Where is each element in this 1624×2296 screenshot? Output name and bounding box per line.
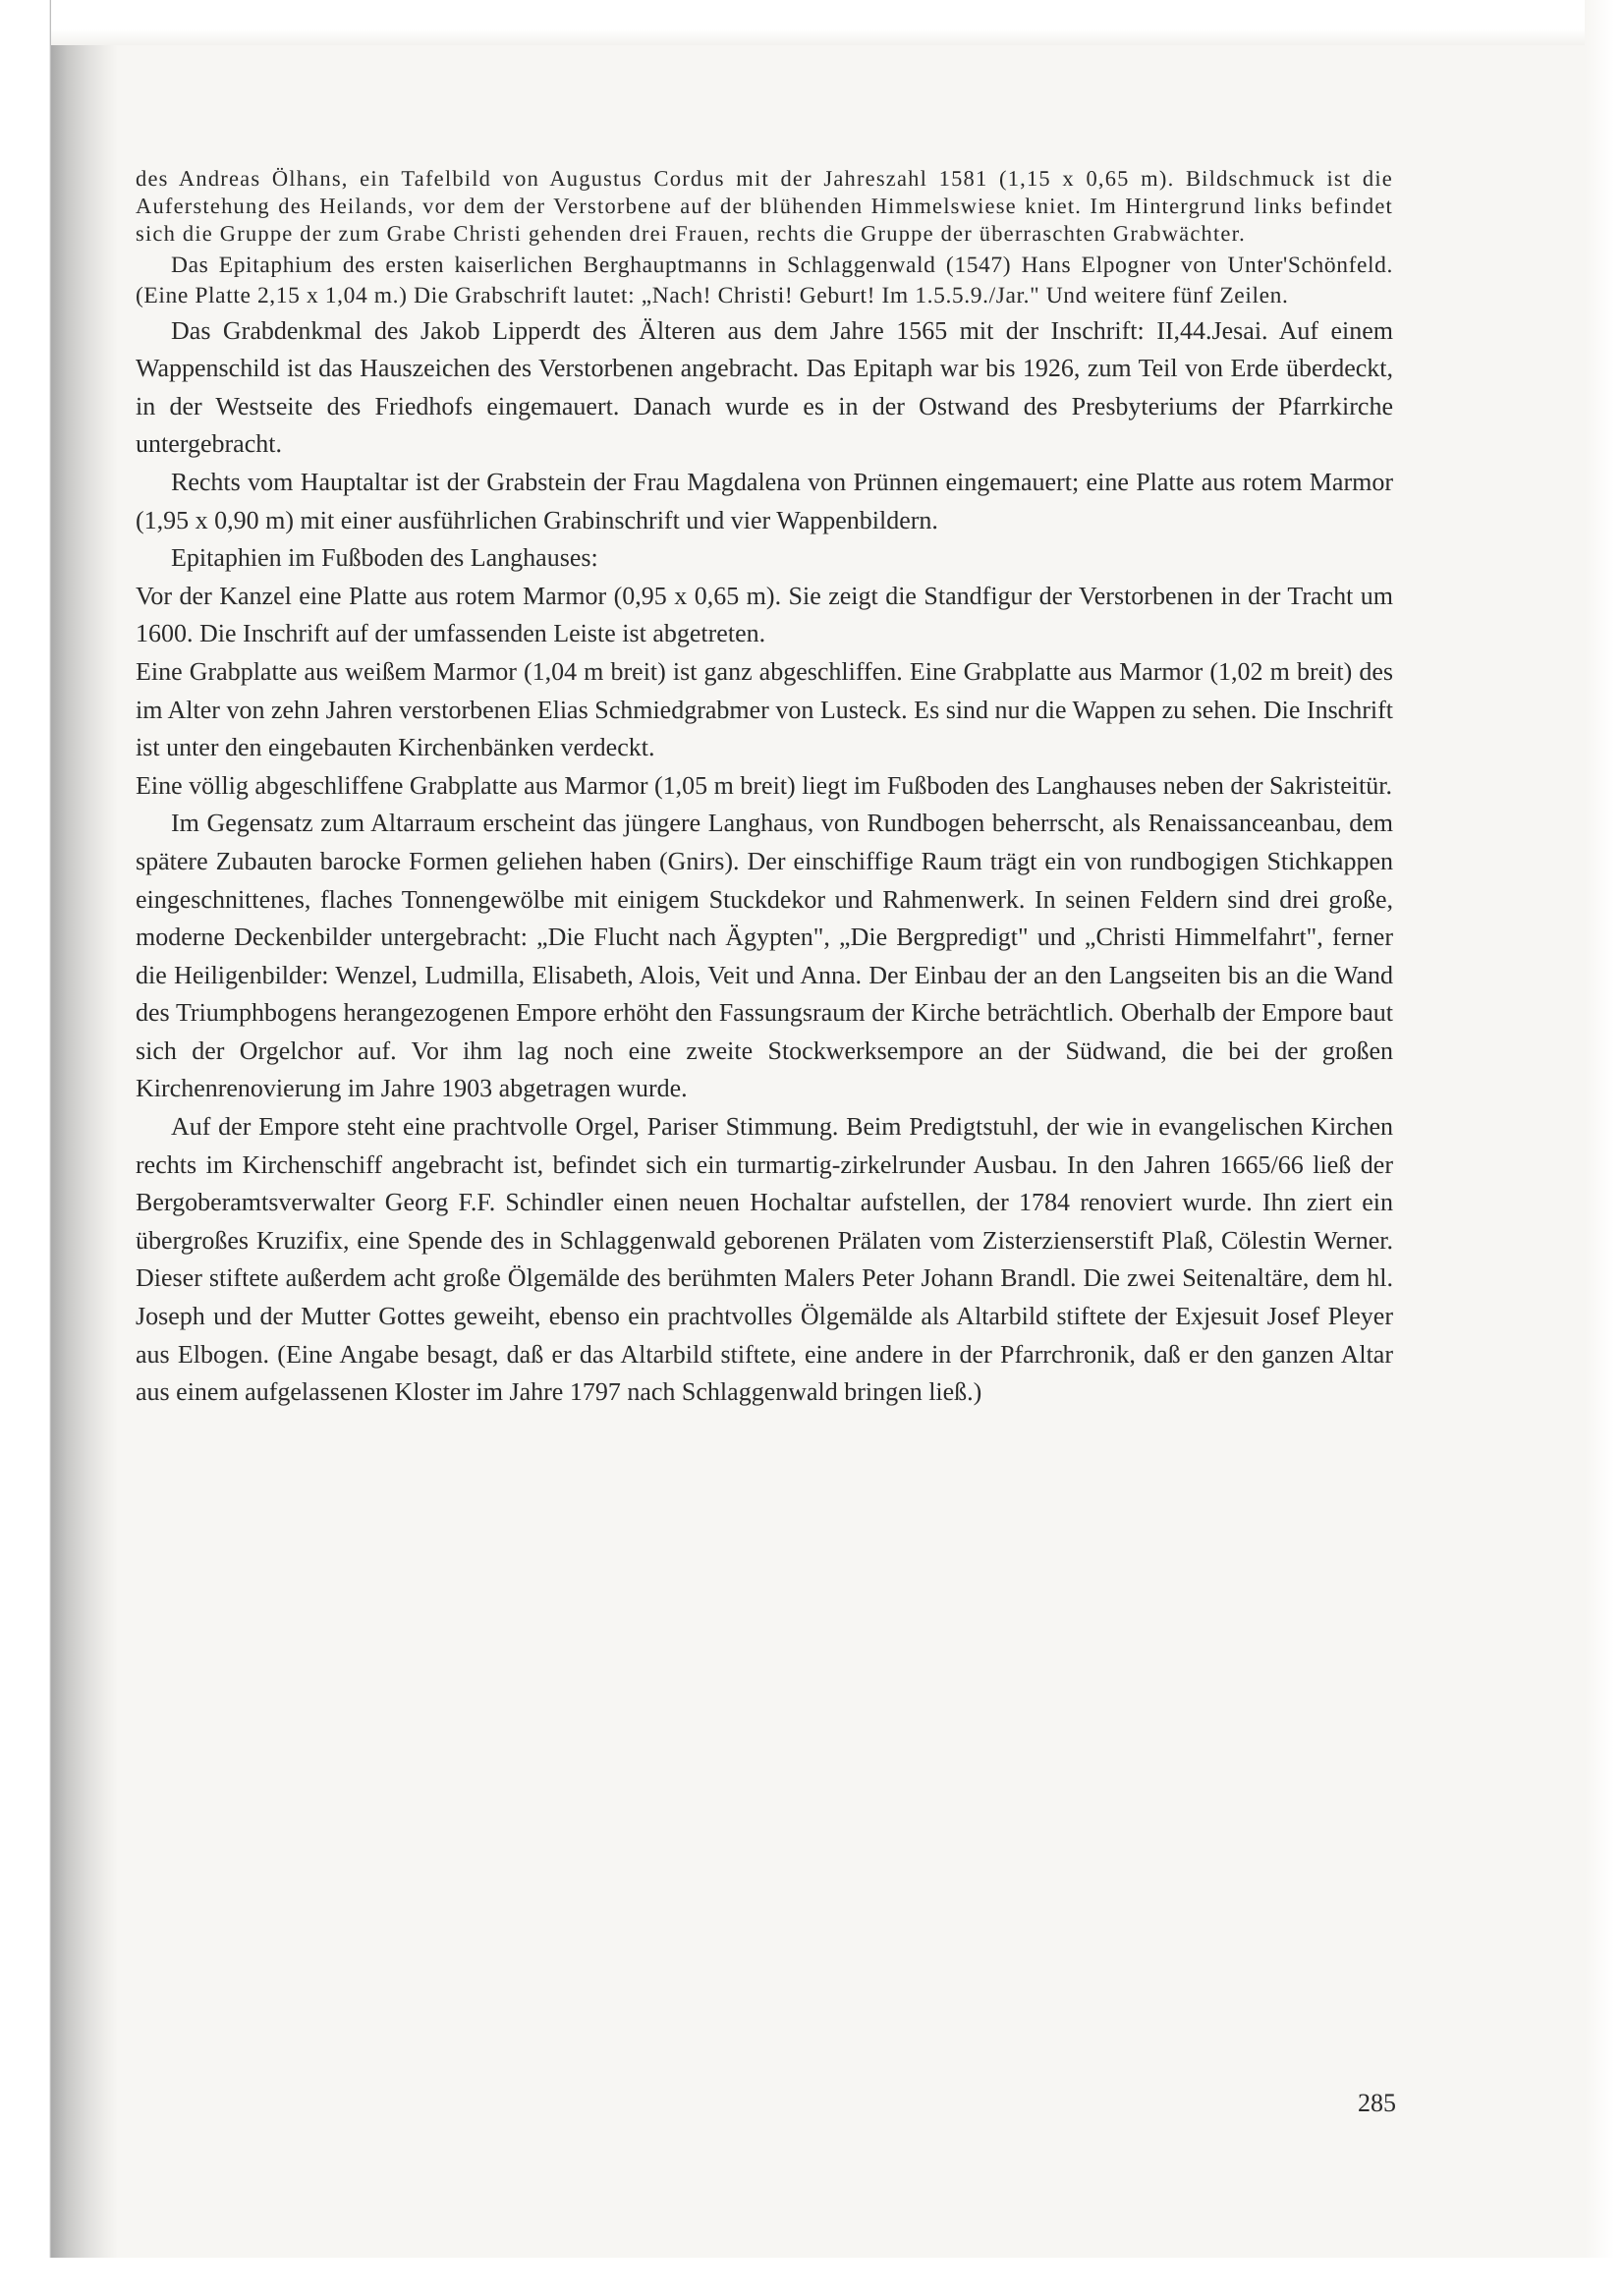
binding-shadow: [0, 0, 118, 2296]
paragraph-langhaus: Im Gegensatz zum Altarraum erscheint das jüngere Langhaus, von Rundbogen beherrscht, als Renaissanceanbau, dem spätere Zubauten barocke Formen geliehen haben (Gnirs). Der einschiffige Raum trägt ein von rundbogigen Stichkappen eingeschnittenes, flaches Tonnengewölbe mit einigem Stuckdekor und Rahmenwerk. In seinen Feldern sind drei große, moderne Deckenbilder untergebracht: „Die Flucht nach Ägypten", „Die Bergpredigt" und „Christi Himmelfahrt", ferner die Heiligenbilder: Wenzel, Ludmilla, Elisabeth, Alois, Veit und Anna. Der Einbau der an den Langseiten bis an die Wand des Triumphbogens herangezogenen Empore erhöht den Fassungsraum der Kirche beträchtlich. Oberhalb der Empore baut sich der Orgelchor auf. Vor ihm lag noch eine zweite Stockwerksempore an der Südwand, die bei der großen Kirchenrenovierung im Jahre 1903 abgetragen wurde.: [136, 809, 1393, 1103]
paragraph-empore-orgel: Auf der Empore steht eine prachtvolle Orgel, Pariser Stimmung. Beim Predigtstuhl, der wie in evangelischen Kirchen rechts im Kirchenschiff angebracht ist, befindet sich ein turmartig-zirkelrunder Ausbau. In den Jahren 1665/66 ließ der Bergoberamtsverwalter Georg F.F. Schindler einen neuen Hochaltar aufstellen, der 1784 renoviert wurde. Ihn ziert ein übergroßes Kruzifix, eine Spende des in Schlaggenwald geborenen Prälaten vom Zisterzienserstift Plaß, Cölestin Werner. Dieser stiftete außerdem acht große Ölgemälde des berühmten Malers Peter Johann Brandl. Die zwei Seitenaltäre, dem hl. Joseph und der Mutter Gottes geweiht, ebenso ein prachtvolles Ölgemälde als Altarbild stiftete der Exjesuit Josef Pleyer aus Elbogen. (Eine Angabe besagt, daß er das Altarbild stiftete, eine andere in der Pfarrchronik, daß er den ganzen Altar aus einem aufgelassenen Kloster im Jahre 1797 nach Schlaggenwald bringen ließ.): [136, 1112, 1393, 1407]
paragraph-grabplatte-weiss: Eine Grabplatte aus weißem Marmor (1,04 m breit) ist ganz abgeschliffen. Eine Grabplatte aus Marmor (1,02 m breit) des im Alter von zehn Jahren verstorbenen Elias Schmiedgrabmer von Lusteck. Es sind nur die Wappen zu sehen. Die Inschrift ist unter den eingebauten Kirchenbänken verdeckt.: [136, 656, 1393, 762]
top-margin: [51, 0, 1624, 45]
paragraph-andreas-oelhans: des Andreas Ölhans, ein Tafelbild von Augustus Cordus mit der Jahreszahl 1581 (1,15 x 0,65 m). Bildschmuck ist die Auferstehung des Heilands, vor dem der Verstorbene auf der blühenden Himmelswiese kniet. Im Hintergrund links befindet sich die Gruppe der zum Grabe Christi gehenden drei Frauen, rechts die Gruppe der überraschten Grabwächter.: [136, 166, 1393, 247]
paragraph-grabstein-pruennen: Rechts vom Hauptaltar ist der Grabstein der Frau Magdalena von Prünnen eingemauert; eine Platte aus rotem Marmor (1,95 x 0,90 m) mit einer ausführlichen Grabinschrift und vier Wappenbildern.: [136, 467, 1393, 534]
page-number: 285: [1358, 2089, 1396, 2117]
right-page-edge: [1585, 0, 1624, 2296]
paragraph-grabdenkmal-lipperdt: Das Grabdenkmal des Jakob Lipperdt des Älteren aus dem Jahre 1565 mit der Inschrift: II,44.Jesai. Auf einem Wappenschild ist das Hauszeichen des Verstorbenen angebracht. Das Epitaph war bis 1926, zum Teil von Erde überdeckt, in der Westseite des Friedhofs eingemauert. Danach wurde es in der Ostwand des Presbyteriums der Pfarrkirche untergebracht.: [136, 315, 1393, 459]
paragraph-epitaphien-heading: Epitaphien im Fußboden des Langhauses:: [171, 543, 598, 573]
paragraph-epitaphium-berghauptmann: Das Epitaphium des ersten kaiserlichen Berghauptmanns in Schlaggenwald (1547) Hans Elpogner von Unter'Schönfeld. (Eine Platte 2,15 x 1,04 m.) Die Grabschrift lautet: „Nach! Christi! Geburt! Im 1.5.5.9./Jar." Und weitere fünf Zeilen.: [136, 252, 1393, 308]
body-text: [136, 165, 1393, 1412]
paragraph-grabplatte-sakristei: Eine völlig abgeschliffene Grabplatte aus Marmor (1,05 m breit) liegt im Fußboden des Langhauses neben der Sakristeitür.: [136, 770, 1392, 800]
bottom-margin: [0, 2258, 1624, 2296]
paragraph-kanzel-platte: Vor der Kanzel eine Platte aus rotem Marmor (0,95 x 0,65 m). Sie zeigt die Standfigur der Verstorbenen in der Tracht um 1600. Die Inschrift auf der umfassenden Leiste ist abgetreten.: [136, 581, 1393, 648]
